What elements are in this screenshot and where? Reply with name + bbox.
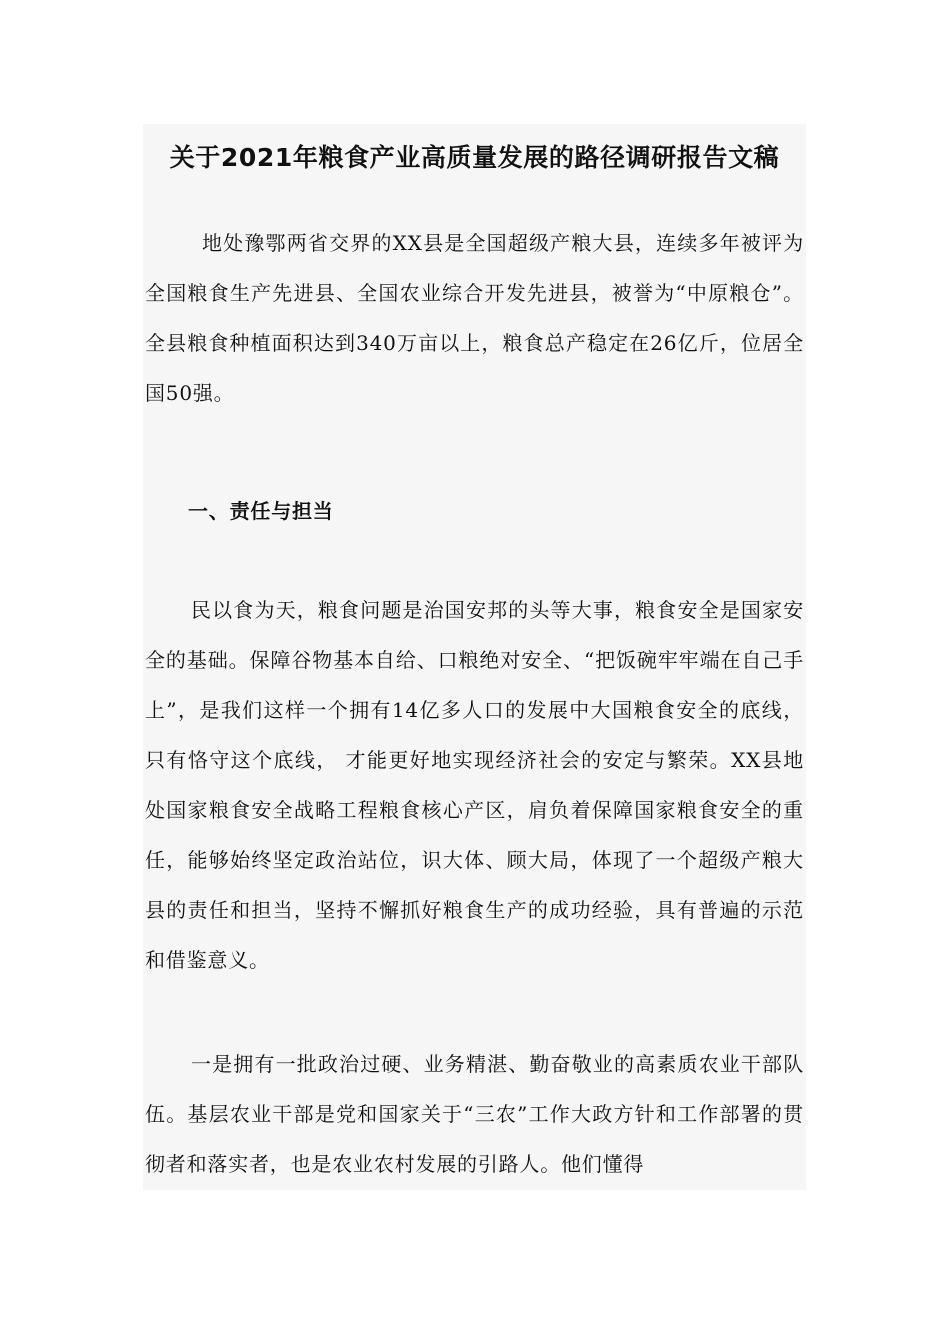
intro-paragraph: 地处豫鄂两省交界的XX县是全国超级产粮大县，连续多年被评为全国粮食生产先进县、全国农业综合开发先进县，被誉为“中原粮仓”。全县粮食种植面积达到340万亩以上，粮食总产稳定在26亿斤，位居全国50强。 — [145, 231, 804, 405]
section-heading: 一、责任与担当 — [188, 499, 334, 523]
document-page — [143, 124, 806, 1190]
document-title: 关于2021年粮食产业高质量发展的路径调研报告文稿 — [169, 143, 780, 172]
body-paragraph: 一是拥有一批政治过硬、业务精湛、勤奋敬业的高素质农业干部队伍。基层农业干部是党和国家关于“三农”工作大政方针和工作部署的贯彻者和落实者，也是农业农村发展的引路人。他们懂得 — [145, 1052, 804, 1176]
body-paragraph: 民以食为天，粮食问题是治国安邦的头等大事，粮食安全是国家安全的基础。保障谷物基本自给、口粮绝对安全、“把饭碗牢牢端在自己手上”，是我们这样一个拥有14亿多人口的发展中大国粮食安全的底线，只有恪守这个底线， 才能更好地实现经济社会的安定与繁荣。XX县地处国家粮食安全战略工程粮食核心产区，肩负着保障国家粮食安全的重任，能够始终坚定政治站位，识大体、顾大局，体现了一个超级产粮大县的责任和担当，坚持不懈抓好粮食生产的成功经验，具有普遍的示范和借鉴意义。 — [145, 598, 804, 972]
